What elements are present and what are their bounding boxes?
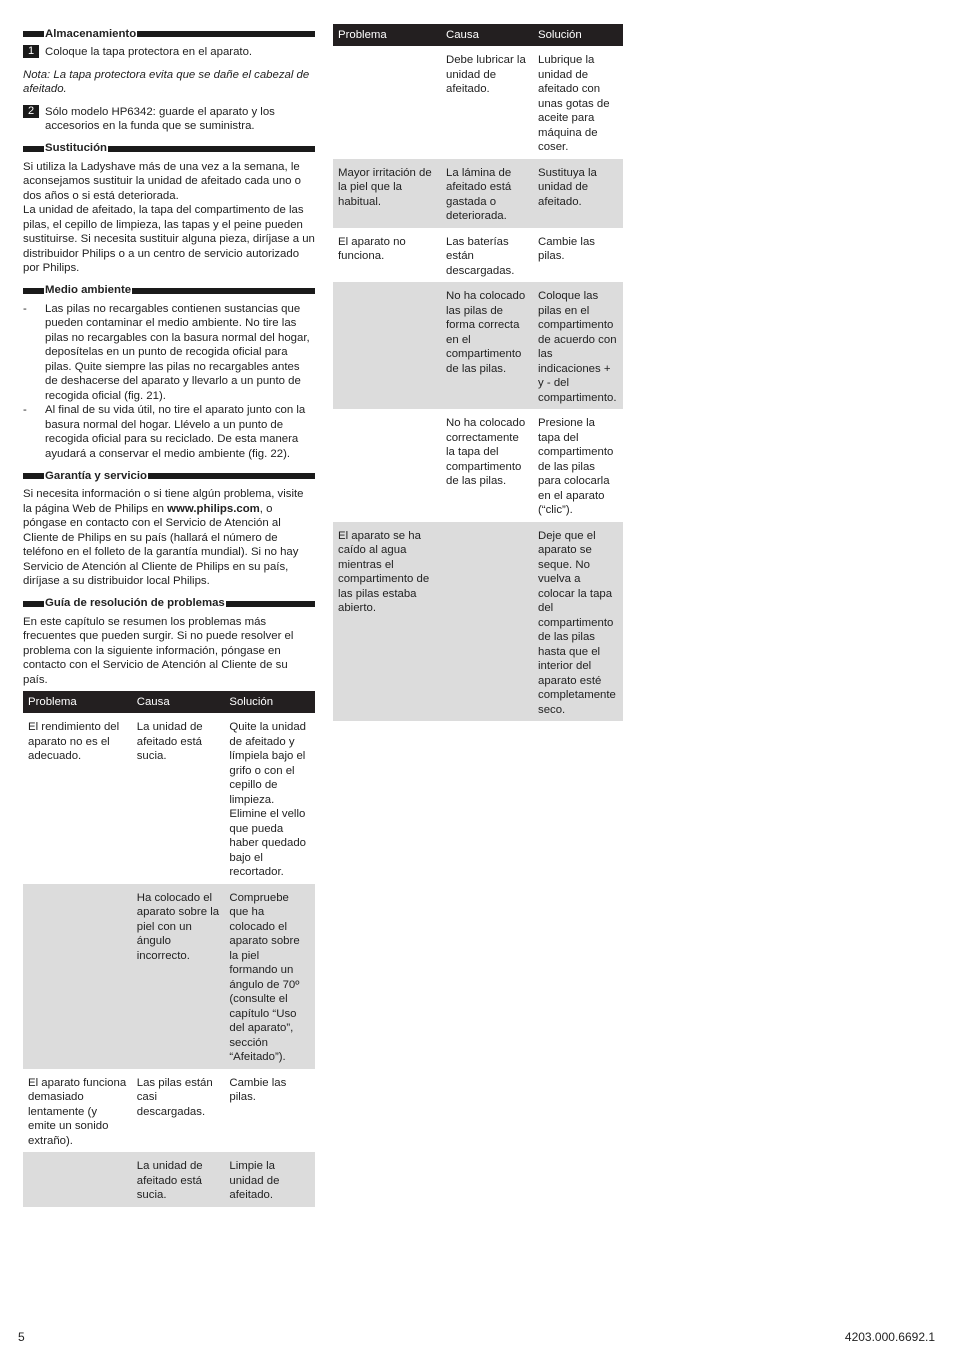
step-text: Coloque la tapa protectora en el aparato. bbox=[45, 46, 253, 58]
cause-cell: Ha colocado el aparato sobre la piel con un ángulo incorrecto. bbox=[132, 884, 225, 1069]
solution-cell: Sustituya la unidad de afeitado. bbox=[533, 159, 623, 228]
cause-cell: La unidad de afeitado está sucia. bbox=[132, 1152, 225, 1207]
troubleshooting-table-right bbox=[333, 24, 623, 721]
heading-bar-left bbox=[23, 31, 44, 37]
problem-cell bbox=[333, 282, 441, 409]
storage-heading bbox=[23, 27, 315, 41]
replacement-paragraph-1: Si utiliza la Ladyshave más de una vez a la semana, le aconsejamos sustituir la unidad de afeitado cada uno o dos años o si está deteriorada. bbox=[23, 160, 301, 202]
philips-website-link[interactable]: www.philips.com bbox=[167, 502, 260, 515]
column-header-solution: Solución bbox=[533, 24, 623, 46]
column-header-solution: Solución bbox=[224, 691, 315, 713]
cause-cell: Las pilas están casi descargadas. bbox=[136, 1076, 213, 1118]
storage-step-1 bbox=[23, 45, 315, 60]
heading-bar-right bbox=[132, 288, 315, 294]
table-row bbox=[333, 522, 623, 722]
solution-cell: Quite la unidad de afeitado y límpiela bajo el grifo o con el cepillo de limpieza. Elimine el vello que pueda haber quedado bajo el recortador. bbox=[229, 721, 307, 878]
table-header-row bbox=[333, 24, 623, 46]
environment-title: Medio ambiente bbox=[45, 284, 132, 297]
heading-bar-left bbox=[23, 473, 44, 479]
table-row bbox=[23, 713, 315, 884]
table-row bbox=[333, 228, 623, 283]
list-item: - Al final de su vida útil, no tire el aparato junto con la basura normal del hogar. Llévelo a un punto de recogida oficial para su reciclado. De esta manera ayudará a conservar el medio ambiente (fig. 22). bbox=[23, 403, 315, 461]
problem-cell bbox=[333, 409, 441, 522]
warranty-title: Garantía y servicio bbox=[45, 469, 147, 482]
solution-cell: Presione la tapa del compartimento de las pilas para colocarla en el aparato (“clic”). bbox=[538, 417, 614, 516]
environment-list bbox=[23, 302, 315, 462]
column-header-cause: Causa bbox=[441, 24, 533, 46]
step-text: Sólo modelo HP6342: guarde el aparato y los accesorios en la funda que se suministra. bbox=[45, 105, 275, 132]
table-row bbox=[23, 884, 315, 1069]
problem-cell bbox=[23, 884, 132, 1069]
table-row bbox=[333, 282, 623, 409]
problem-cell: El aparato se ha caído al agua mientras el compartimento de las pilas estaba abierto. bbox=[333, 522, 441, 722]
replacement-paragraph-2: La unidad de afeitado, la tapa del compartimento de las pilas, el cepillo de limpieza, las tapas y el peine pueden sustituirse. Si necesita sustituir alguna pieza, diríjase a un distribuidor Philips o a un centro de servicio autorizado por Philips. bbox=[23, 204, 315, 274]
problem-cell: El rendimiento del aparato no es el adecuado. bbox=[28, 721, 120, 762]
replacement-title: Sustitución bbox=[45, 142, 108, 155]
table-row bbox=[333, 409, 623, 522]
heading-bar-right bbox=[137, 31, 315, 37]
solution-cell: Compruebe que ha colocado el aparato sobre la piel formando un ángulo de 70º (consulte el capítulo “Uso del aparato”, sección “Afeitado”). bbox=[224, 884, 315, 1069]
heading-bar-right bbox=[108, 146, 315, 152]
solution-cell: Cambie las pilas. bbox=[229, 1076, 287, 1103]
problem-cell: Mayor irritación de la piel que la habitual. bbox=[333, 159, 441, 228]
heading-bar-right bbox=[226, 601, 315, 607]
column-header-problem: Problema bbox=[23, 691, 132, 713]
cause-cell: La unidad de afeitado está sucia. bbox=[136, 721, 203, 762]
column-header-cause: Causa bbox=[132, 691, 225, 713]
table-header-row bbox=[23, 691, 315, 713]
table-row bbox=[23, 1152, 315, 1207]
storage-title: Almacenamiento bbox=[45, 27, 137, 40]
troubleshooting-heading bbox=[23, 597, 315, 611]
warranty-heading bbox=[23, 469, 315, 483]
right-column bbox=[333, 24, 623, 721]
warranty-text-after: , o póngase en contacto con el Servicio de Atención al Cliente de Philips en su país (hallará el número de teléfono en el folleto de la garantía mundial). Si no hay Servicio de Atención al Cliente de Philips en su país, diríjase a su distribuidor local Philips. bbox=[23, 502, 299, 587]
warranty-paragraph bbox=[23, 487, 315, 589]
warranty-text-before: Si necesita información o si tiene algún problema, visite la página Web de Philips en bbox=[23, 488, 304, 515]
environment-heading bbox=[23, 284, 315, 298]
problem-cell: El aparato no funciona. bbox=[338, 235, 406, 262]
solution-cell: Cambie las pilas. bbox=[538, 235, 595, 262]
step-number: 1 bbox=[23, 45, 39, 58]
heading-bar-left bbox=[23, 601, 44, 607]
cause-cell: No ha colocado las pilas de forma correcta en el compartimento de las pilas. bbox=[441, 282, 533, 409]
column-header-problem: Problema bbox=[333, 24, 441, 46]
table-row bbox=[333, 46, 623, 159]
problem-cell: El aparato funciona demasiado lentamente (y emite un sonido extraño). bbox=[28, 1076, 127, 1147]
cause-cell: Las baterías están descargadas. bbox=[446, 235, 515, 277]
left-column bbox=[23, 27, 315, 1207]
solution-cell: Coloque las pilas en el compartimento de acuerdo con las indicaciones + y - del compartimento. bbox=[533, 282, 623, 409]
storage-step-2 bbox=[23, 105, 315, 134]
heading-bar-left bbox=[23, 146, 44, 152]
troubleshooting-table-left bbox=[23, 691, 315, 1207]
troubleshooting-title: Guía de resolución de problemas bbox=[45, 597, 225, 610]
table-row bbox=[333, 159, 623, 228]
page-number: 5 bbox=[18, 1330, 25, 1344]
solution-cell: Limpie la unidad de afeitado. bbox=[224, 1152, 315, 1207]
troubleshooting-intro: En este capítulo se resumen los problemas más frecuentes que pueden surgir. Si no puede resolver el problema con la siguiente información, póngase en contacto con el Servicio de Atención al Cliente de su país. bbox=[23, 615, 294, 686]
problem-cell bbox=[333, 46, 441, 159]
heading-bar-right bbox=[148, 473, 315, 479]
storage-note: Nota: La tapa protectora evita que se dañe el cabezal de afeitado. bbox=[23, 68, 310, 95]
cause-cell: Debe lubricar la unidad de afeitado. bbox=[446, 54, 526, 95]
replacement-heading bbox=[23, 142, 315, 156]
problem-cell bbox=[23, 1152, 132, 1207]
cause-cell: No ha colocado correctamente la tapa del compartimento de las pilas. bbox=[446, 417, 526, 487]
table-row bbox=[23, 1069, 315, 1153]
cause-cell bbox=[441, 522, 533, 722]
list-item: - Las pilas no recargables contienen sustancias que pueden contaminar el medio ambiente. No tire las pilas no recargables con la basura normal del hogar, deposítelas en un punto de recogida oficial para pilas. Quite siempre las pilas no recargables antes de deshacerse del aparato y llevarlo a un punto de recogida oficial (fig. 21). bbox=[23, 302, 315, 404]
heading-bar-left bbox=[23, 288, 44, 294]
cause-cell: La lámina de afeitado está gastada o deteriorada. bbox=[441, 159, 533, 228]
solution-cell: Lubrique la unidad de afeitado con unas gotas de aceite para máquina de coser. bbox=[538, 54, 610, 153]
solution-cell: Deje que el aparato se seque. No vuelva a colocar la tapa del compartimento de las pilas hasta que el interior del aparato esté completamente seco. bbox=[533, 522, 623, 722]
document-code: 4203.000.6692.1 bbox=[844, 1330, 935, 1344]
step-number: 2 bbox=[23, 105, 39, 118]
